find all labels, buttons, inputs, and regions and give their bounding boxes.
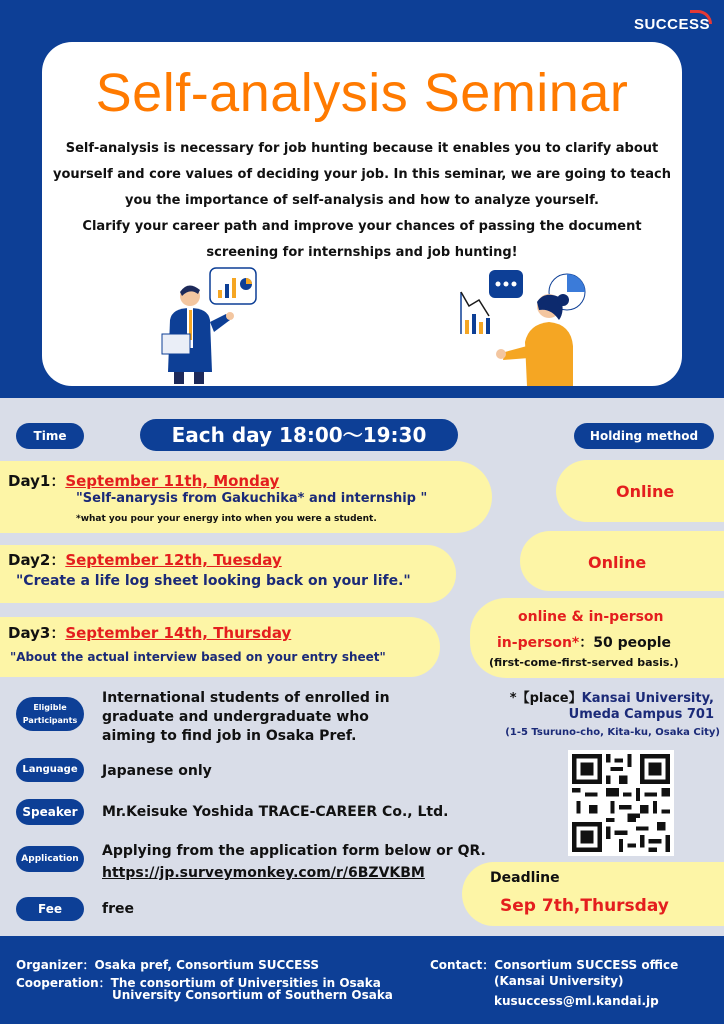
day3-method-line3: (first-come-first-served basis.) — [489, 656, 679, 669]
qr-code-icon[interactable] — [568, 750, 674, 856]
page-title: Self-analysis Seminar — [95, 63, 629, 123]
intro-line: screening for internships and job hunting! — [206, 245, 518, 260]
day2-number: Day2： — [8, 551, 66, 569]
eligible-label-line1: Eligible — [33, 703, 67, 712]
eligible-line: International students of enrolled in — [102, 690, 390, 706]
success-logo: SUCCESS — [633, 16, 710, 33]
cooperation-text: Cooperation：The consortium of Universities in Osaka — [16, 976, 381, 990]
eligible-text — [102, 689, 390, 746]
day1-date: September 11th, Monday — [65, 472, 280, 490]
language-text: Japanese only — [102, 763, 212, 779]
day3-inperson-label: in-person* — [497, 635, 580, 651]
day2-label — [8, 549, 282, 570]
place-line3: (1-5 Tsuruno-cho, Kita-ku, Osaka City) — [505, 727, 720, 738]
day3-date: September 14th, Thursday — [65, 624, 292, 642]
speaker-text: Mr.Keisuke Yoshida TRACE-CAREER Co., Ltd. — [102, 804, 449, 820]
intro-text — [52, 136, 672, 266]
contact-email[interactable]: kusuccess@ml.kandai.jp — [494, 994, 659, 1008]
fee-label: Fee — [16, 897, 84, 921]
day3-label — [8, 622, 291, 643]
place-university: Kansai University, — [581, 691, 714, 706]
language-label: Language — [16, 758, 84, 782]
eligible-label — [16, 697, 84, 731]
cooperation-text-2: University Consortium of Southern Osaka — [112, 988, 393, 1002]
day1-note: *what you pour your energy into when you were a student. — [76, 514, 377, 524]
intro-line: Clarify your career path and improve your chances of passing the document — [82, 219, 642, 234]
application-text: Applying from the application form below or QR. — [102, 843, 486, 859]
intro-line: Self-analysis is necessary for job hunting because it enables you to clarify about — [65, 141, 659, 156]
eligible-line: aiming to find job in Osaka Pref. — [102, 728, 357, 744]
deadline-date: Sep 7th,Thursday — [500, 896, 669, 916]
place-prefix: *【place】 — [509, 691, 582, 706]
eligible-label-line2: Participants — [22, 716, 78, 725]
time-label: Time — [16, 423, 84, 449]
woman-illustration — [455, 262, 590, 387]
day1-number: Day1： — [8, 472, 66, 490]
each-day-time: Each day 18:00～19:30 — [140, 419, 458, 451]
day2-date: September 12th, Tuesday — [65, 551, 282, 569]
day3-method-line2 — [497, 632, 671, 652]
man-illustration — [150, 260, 260, 385]
application-url-link[interactable]: https://jp.surveymonkey.com/r/6BZVKBM — [102, 865, 425, 881]
organizer-text: Organizer：Osaka pref, Consortium SUCCESS — [16, 958, 320, 972]
day1-title: "Self-anarysis from Gakuchika* and internship " — [76, 491, 428, 506]
day2-method: Online — [588, 553, 647, 572]
day3-capacity: ：50 people — [579, 635, 672, 651]
holding-method-label: Holding method — [574, 423, 714, 449]
application-label: Application — [16, 846, 84, 872]
fee-text: free — [102, 901, 134, 917]
day1-label — [8, 470, 279, 491]
contact-text: Contact：Consortium SUCCESS office — [430, 958, 679, 972]
day3-title: "About the actual interview based on your entry sheet" — [10, 650, 386, 664]
place-line1 — [470, 687, 714, 706]
day3-number: Day3： — [8, 624, 66, 642]
intro-line: yourself and core values of deciding your job. In this seminar, we are going to teach — [52, 167, 671, 182]
contact-org: (Kansai University) — [494, 974, 624, 988]
eligible-line: graduate and undergraduate who — [102, 709, 369, 725]
speaker-label: Speaker — [16, 799, 84, 825]
place-line2: Umeda Campus 701 — [568, 707, 714, 722]
day2-title: "Create a life log sheet looking back on your life." — [16, 573, 411, 589]
deadline-label: Deadline — [490, 870, 560, 886]
day1-method: Online — [616, 482, 675, 501]
intro-line: you the importance of self-analysis and how to analyze yourself. — [125, 193, 599, 208]
footer — [0, 936, 724, 1024]
day3-method-line1: online & in-person — [518, 609, 664, 625]
